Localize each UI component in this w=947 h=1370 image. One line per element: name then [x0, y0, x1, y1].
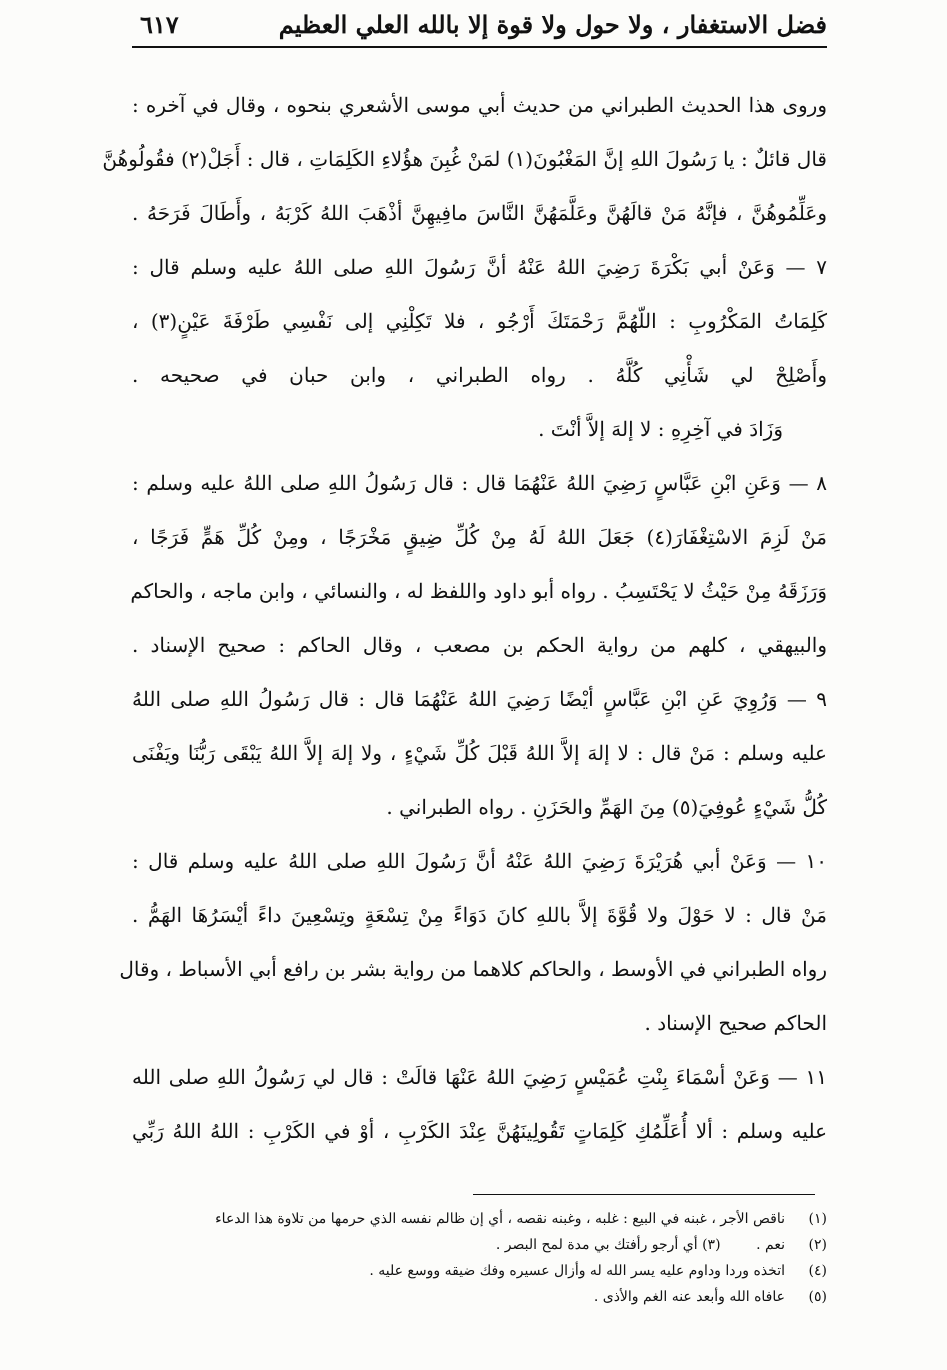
text-line: مَنْ لَزِمَ الاسْتِغْفَارَ(٤) جَعَلَ اللهُ لَهُ مِنْ كُلِّ ضِيقٍ مَخْرَجًا ، ومِنْ كُلِّ هَمٍّ فَرَجًا ،	[132, 525, 827, 549]
text-line: رواه الطبراني في الأوسط ، والحاكم كلاهما من رواية بشر بن رافع أبي الأسباط ، وقال	[119, 957, 827, 981]
hadith-11-start: ١١ — وَعَنْ أسْمَاءَ بِنْتِ عُمَيْسٍ رَضِيَ اللهُ عَنْهَا قالَتْ : قال لي رَسُولُ اللهِ صلى الله	[132, 1065, 827, 1089]
text-line: عليه وسلم : ألا أُعَلِّمُكِ كَلِمَاتٍ تَقُولِينَهُنَّ عِنْدَ الكَرْبِ ، أوْ في الكَرْبِ : اللهُ اللهُ رَبِّي	[132, 1119, 827, 1143]
footnote	[312, 1233, 827, 1259]
hadith-10-start: ١٠ — وَعَنْ أبي هُرَيْرَةَ رَضِيَ اللهُ عَنْهُ أنَّ رَسُولَ اللهِ صلى اللهُ عليه وسلم قال :	[132, 849, 827, 873]
footnote-text: اتخذه وردا وداوم عليه يسر الله له وأزال عسيره وفك ضيقه ووسع عليه .	[369, 1263, 785, 1279]
footnote-text: نعم . (٣) أي أرجو رأفتك بي مدة لمح البصر .	[495, 1237, 785, 1253]
footnote-marker: (٢)	[808, 1237, 827, 1253]
footnote-divider	[473, 1194, 815, 1195]
text-line: قال قائلٌ : يا رَسُولَ اللهِ إنَّ المَغْبُونَ(١) لمَنْ غُبِنَ هؤُلاءِ الكَلِمَاتِ ، قال : أَجَلْ(٢) فقُولُوهُنَّ	[102, 147, 827, 171]
text-line: الحاكم صحيح الإسناد .	[644, 1011, 827, 1035]
footnote-marker: (٤)	[808, 1263, 827, 1279]
running-header	[132, 2, 827, 48]
text-line: وأَصْلِحْ لي شَأْنِي كُلَّهُ . رواه الطبراني ، وابن حبان في صحيحه .	[132, 363, 827, 387]
hadith-9-start: ٩ — وَرُوِيَ عَنِ ابْنِ عَبَّاسٍ أيْضًا رَضِيَ اللهُ عَنْهُمَا قال : قال رَسُولُ اللهِ صلى اللهُ	[132, 687, 827, 711]
footnotes	[215, 1207, 827, 1311]
page-number: ٦١٧	[140, 10, 179, 39]
footnote-marker: (١)	[808, 1211, 827, 1227]
text-line: عليه وسلم : مَنْ قال : لا إلهَ إلاَّ اللهُ قَبْلَ كُلِّ شَيْءٍ ، ولا إلهَ إلاَّ اللهُ يَبْقَى رَبُّنَا ويَفْنَى	[132, 741, 827, 765]
hadith-8-start: ٨ — وَعَنِ ابْنِ عَبَّاسٍ رَضِيَ اللهُ عَنْهُمَا قال : قال رَسُولُ اللهِ صلى اللهُ عليه وسلم :	[132, 471, 827, 495]
text-line: وَزَادَ في آخِرِهِ : لا إلهَ إلاَّ أنْتَ .	[538, 417, 783, 441]
footnote-text: عافاه الله وأبعد عنه الغم والأذى .	[593, 1289, 785, 1305]
running-title: فضل الاستغفار ، ولا حول ولا قوة إلا بالله العلي العظيم	[278, 10, 827, 39]
text-line: كُلُّ شَيْءٍ عُوفِيَ(٥) مِنَ الهَمِّ والحَزَنِ . رواه الطبراني .	[386, 795, 827, 819]
footnote	[312, 1259, 827, 1285]
footnote-marker: (٥)	[808, 1289, 827, 1305]
text-line: وعَلِّمُوهُنَّ ، فإنَّهُ مَنْ قالَهُنَّ وعَلَّمَهُنَّ النَّاسَ مافِيهِنَّ أذْهَبَ اللهُ كَرْبَهُ ، وأَطَالَ فَرَحَهُ .	[132, 201, 827, 225]
text-line: مَنْ قال : لا حَوْلَ ولا قُوَّةَ إلاَّ باللهِ كانَ دَوَاءً مِنْ تِسْعَةٍ وتِسْعِينَ داءً أيْسَرُهَا الهَمُّ .	[132, 903, 827, 927]
footnote	[215, 1207, 827, 1233]
footnote-text: ناقص الأجر ، غبنه في البيع : غلبه ، وغبنه نقصه ، أي إن ظالم نفسه الذي حرمها من تلاوة هذا الدعاء	[215, 1211, 785, 1227]
text-line: وروى هذا الحديث الطبراني من حديث أبي موسى الأشعري بنحوه ، وقال في آخره :	[132, 93, 827, 117]
main-text	[102, 82, 827, 1162]
footnote	[312, 1285, 827, 1311]
text-line: والبيهقي ، كلهم من رواية الحكم بن مصعب ، وقال الحاكم : صحيح الإسناد .	[132, 633, 827, 657]
text-line: كَلِمَاتُ المَكْرُوبِ : اللّهُمَّ رَحْمَتَكَ أَرْجُو ، فلا تَكِلْنِي إلى نَفْسِي طَرْفَةَ عَيْنٍ(٣) ،	[132, 309, 827, 333]
text-line: وَرَزَقَهُ مِنْ حَيْثُ لا يَحْتَسِبُ . رواه أبو داود واللفظ له ، والنسائي ، وابن ماجه ، والحاكم	[130, 579, 827, 603]
hadith-7-start: ٧ — وَعَنْ أبي بَكْرَةَ رَضِيَ اللهُ عَنْهُ أنَّ رَسُولَ اللهِ صلى اللهُ عليه وسلم قال :	[132, 255, 827, 279]
